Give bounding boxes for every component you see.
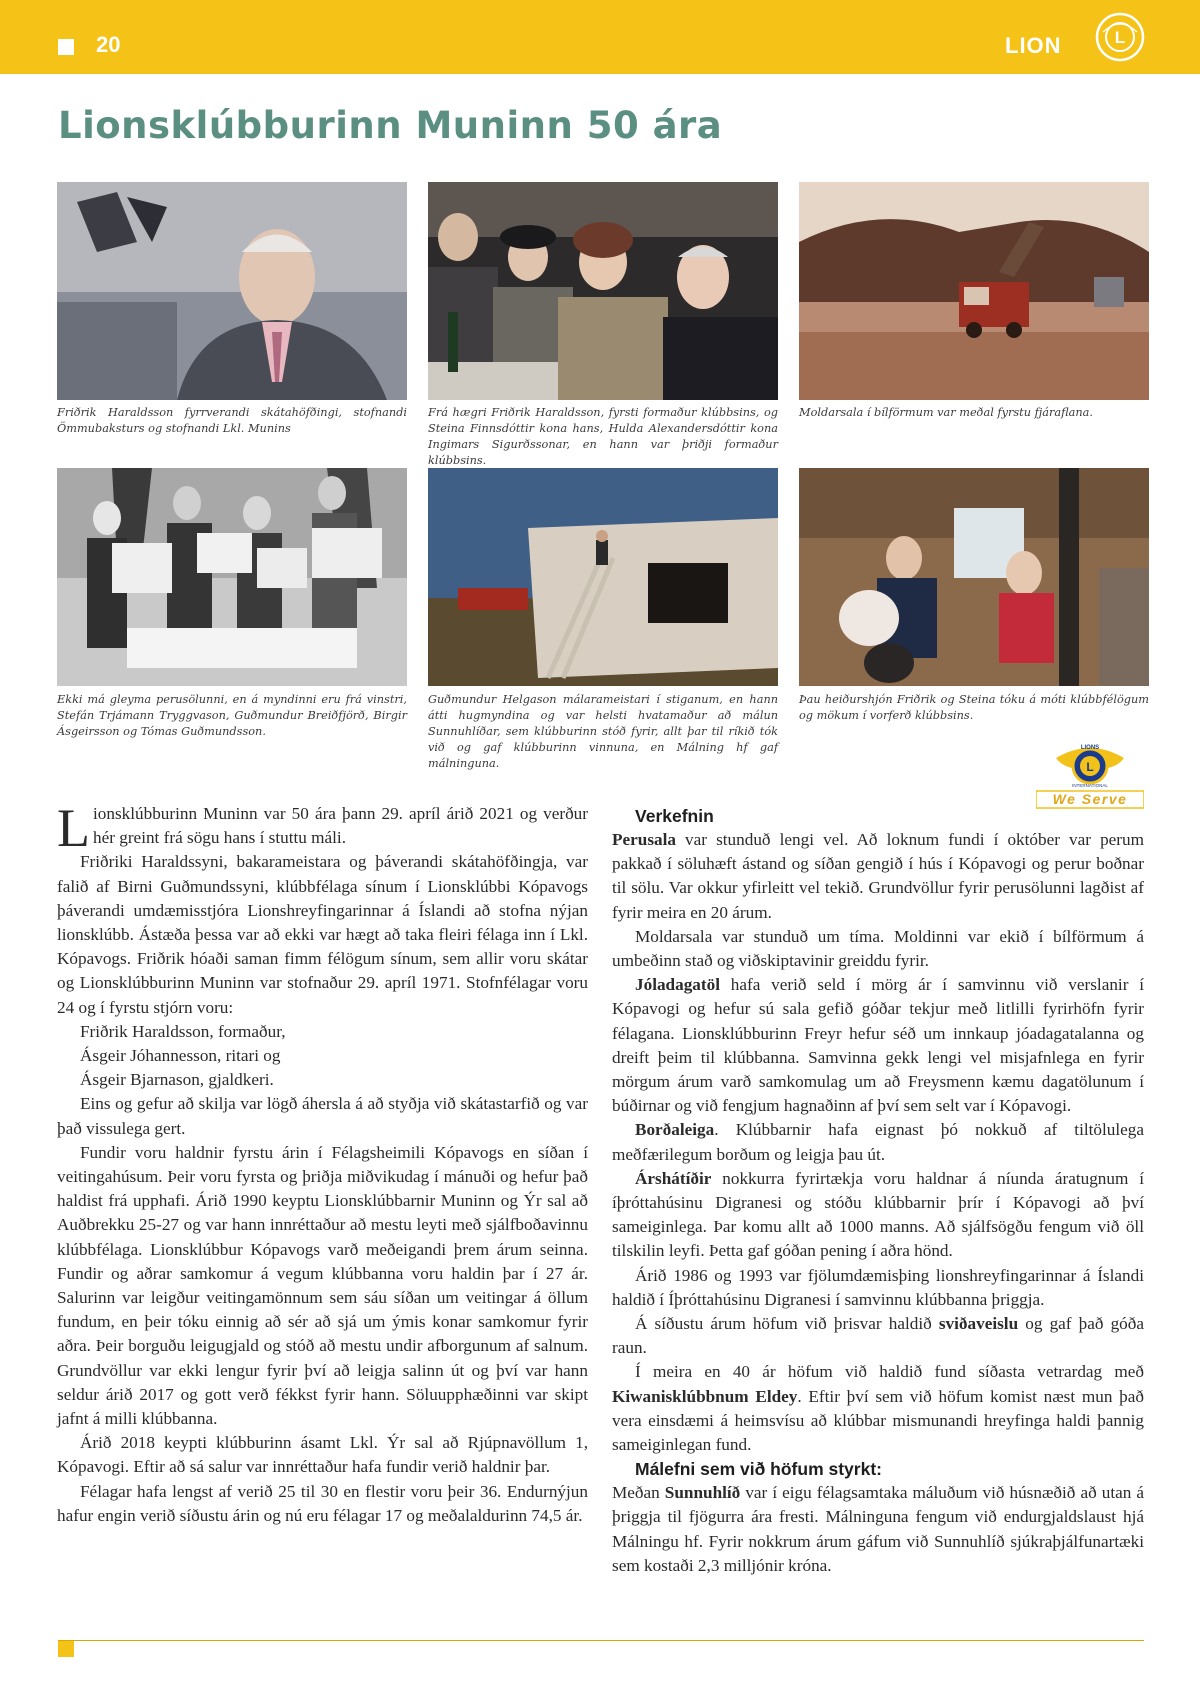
photo-caption: Frá hægri Friðrik Haraldsson, fyrsti formaður klúbbsins, og Steina Finnsdóttir kona hans, Hulda Alexandersdóttir kona Ingimars Sigurðssonar, en hann var þriðji formaður klúbbsins.	[428, 406, 778, 467]
lions-we-serve-logo	[1036, 740, 1144, 810]
photo-caption: Ekki má gleyma perusölunni, en á myndinni eru frá vinstri, Stefán Trjámann Tryggvason, Guðmundur Breiðfjörð, Birgir Ásgeirsson og Tómas Guðmundsson.	[57, 693, 407, 738]
photo-light-bulb-sale	[57, 468, 407, 686]
drop-cap: L	[57, 798, 90, 858]
magazine-name: LION	[1005, 33, 1062, 58]
photo-fridrik-portrait	[57, 182, 407, 400]
article-paragraph: Perusala var stunduð lengi vel. Að loknum fundi í október var perum pakkað í söluhæft ástand og síðan gengið í hús í Kópavogi og perur boðnar til sölu. Var okkur yfirleitt vel tekið. Grundvöllur fyrir perusölunni lagðist af fyrir meira en 20 árum.	[612, 830, 1144, 922]
footer-marker-square	[58, 1641, 74, 1657]
svg-text:L: L	[1086, 760, 1094, 774]
article-paragraph: Félagar hafa lengst af verið 25 til 30 en flestir voru þeir 36. Endurnýjun hafur engin verið síðustu árin og nú eru félagar 17 og meðalaldurinn 74,5 ár.	[57, 1481, 588, 1525]
article-paragraph: Moldarsala var stunduð um tíma. Moldinni var ekið í bílförmum á umbeðinn stað og viðskiptavinir greiddu fyrir.	[612, 926, 1144, 971]
article-paragraph: Árið 1986 og 1993 var fjölumdæmisþing lionshreyfingarinnar á Íslandi haldið í Íþróttahúsinu Digranesi í samvinnu klúbbanna þriggja.	[612, 1265, 1144, 1309]
article-paragraph: Árið 2018 keypti klúbburinn ásamt Lkl. Ýr sal að Rjúpnavöllum 1, Kópavogi. Eftir að sá salur var innréttaður hafa fundir verið haldnir þar.	[57, 1433, 588, 1477]
article-paragraph: Fundir voru haldnir fyrstu árin í Félagsheimili Kópavogs en síðan í veitingahúsum. Þeir voru fyrsta og þriðja miðvikudag í mánuði og hefur það haldist frá upphafi. Árið 1990 keyptu Lionsklúbbarnir Muninn og Ýr sal að Auðbrekku 25-27 og var hann innréttaður að mestu leyti með sjálfboðavinnu klúbbfélaga. Lionsklúbbur Kópavogs varð meðeigandi þrem árum seinna. Fundir og aðrar samkomur á vegum klúbbanna voru haldin þar í 27 ár. Salurinn var leigður veitingamönnum sem sáu síðan um veitingar á öllum fundum, en þeir tóku einnig að sér að sjá um ýmis konar samkomur fyrir aðra. Þeir borguðu leigugjald og stóð að mestu undir afborgunum af salnum. Grundvöllur var ekki lengur fyrir því að leigja salinn út og því var hann seldur árið 2017 og gott verð fékkst fyrir hann. Söluupphæðinni var skipt jafnt á milli klúbbanna.	[57, 1142, 588, 1429]
photo-painting-sunnuhlid	[428, 468, 778, 686]
photo-caption: Friðrik Haraldsson fyrrverandi skátahöfðingi, stofnandi Ömmubaksturs og stofnandi Lkl. Munins	[57, 406, 407, 435]
article-paragraph: Á síðustu árum höfum við þrisvar haldið sviðaveislu og gaf það góða raun.	[612, 1314, 1144, 1358]
section-heading-causes: Málefni sem við höfum styrkt:	[635, 1459, 882, 1480]
svg-text:LIONS: LIONS	[1080, 745, 1100, 751]
article-left-column	[57, 798, 588, 1528]
lions-emblem-icon	[1095, 12, 1145, 62]
article-paragraph: Friðriki Haraldssyni, bakarameistara og þáverandi skátahöfðingja, var falið af Birni Guðmundssyni, klúbbfélaga sínum í Lionsklúbbi Kópavogs þáverandi umdæmisstjóra Lionshreyfingarinnar á Íslandi að stofna nýjan lionsklúbb. Ástæða þessa var að ekki var hægt að taka fleiri félaga inn í Lkl. Kópavogs. Friðrik hóaði saman fimm félögum sínum, sem allir voru skátar og Lionsklúbburinn Muninn var stofnaður 29. apríl 1971. Stofnfélagar voru 24 og í fyrstu stjórn voru:	[57, 852, 588, 1017]
board-member: Ásgeir Bjarnason, gjaldkeri.	[80, 1070, 274, 1090]
article-paragraph: Í meira en 40 ár höfum við haldið fund síðasta vetrardag með Kiwanisklúbbnum Eldey. Eftir því sem við höfum komist næst mun það vera einsdæmi á heimsvísu að klúbbar mismunandi hreyfinga haldi þannig sameiginlegan fund.	[612, 1362, 1144, 1455]
board-member: Ásgeir Jóhannesson, ritari og	[80, 1046, 281, 1066]
we-serve-text: We Serve	[1052, 791, 1128, 807]
article-title: Lionsklúbburinn Muninn 50 ára	[58, 104, 723, 147]
svg-text:L: L	[1114, 28, 1126, 47]
photo-soil-truck	[799, 182, 1149, 400]
photo-caption: Guðmundur Helgason málarameistari í stiganum, en hann átti hugmyndina og var helsti hvatamaður að málun Sunnuhlíðar, sem klúbburinn stóð fyrir, allt þar til ríkið tók við og gaf klúbburinn vinnuna, en Málning hf gaf málninguna.	[428, 693, 778, 770]
photo-caption: Moldarsala í bílförmum var meðal fyrstu fjáraflana.	[799, 406, 1093, 419]
photo-spring-trip	[799, 468, 1149, 686]
article-right-column	[612, 804, 1144, 1578]
footer-rule	[58, 1640, 1144, 1641]
article-paragraph: Meðan Sunnuhlíð var í eigu félagsamtaka máluðum við húsnæðið að utan á þriggja til fjögurra ára fresti. Málninguna fengum við endurgjaldslaust hjá Málningu hf. Fyrir nokkrum árum gáfum við Sunnuhlíð sjúkraþjálfunartæki sem kostaði 2,3 milljónir króna.	[612, 1483, 1144, 1575]
article-paragraph: Eins og gefur að skilja var lögð áhersla á að styðja við skátastarfið og var það vissulega gert.	[57, 1094, 588, 1138]
article-paragraph: Lionsklúbburinn Muninn var 50 ára þann 29. apríl árið 2021 og verður hér greint frá sögu hans í stuttu máli.	[57, 798, 588, 858]
article-paragraph: Borðaleiga. Klúbbarnir hafa eignast þó nokkuð af tiltölulega meðfærilegum borðum og leigja þau út.	[612, 1120, 1144, 1164]
page-marker-square	[58, 39, 74, 55]
svg-text:INTERNATIONAL: INTERNATIONAL	[1072, 783, 1108, 788]
section-heading-projects: Verkefnin	[635, 806, 714, 826]
article-paragraph: Árshátíðir nokkurra fyrirtækja voru haldnar á níunda áratugnum í íþróttahúsinu Digranesi og stóðu klúbbarnir þrír í Kópavogi að því sameiginlega. Þar komu allt að 1000 manns. Að sjálfsögðu fengum við öll tilskilin leyfi. Þetta gaf góðan pening í aðra hönd.	[612, 1168, 1144, 1261]
board-member: Friðrik Haraldsson, formaður,	[80, 1021, 286, 1041]
article-paragraph: Jóladagatöl hafa verið seld í mörg ár í samvinnu við verslanir í Kópavogi og hefur sú sala gefið góðar tekjur með litlilli fyrirhöfn fyrir félagana. Lionsklúbburinn Freyr hefur séð um innkaup jóadagatalanna og dreift þeim til klúbbanna. Samvinna gekk lengi vel misjafnlega en fyrir mörgum árum varð samkomulag um að Freysmenn kæmu dagatölunum í búðirnar og við fengjum hagnaðinn af því sem selt var í Kópavogi.	[612, 975, 1144, 1116]
photo-caption: Þau heiðurshjón Friðrik og Steina tóku á móti klúbbfélögum og mökum í vorferð klúbbsins.	[799, 693, 1149, 722]
page-number: 20	[96, 32, 121, 57]
photo-dinner-couples	[428, 182, 778, 400]
